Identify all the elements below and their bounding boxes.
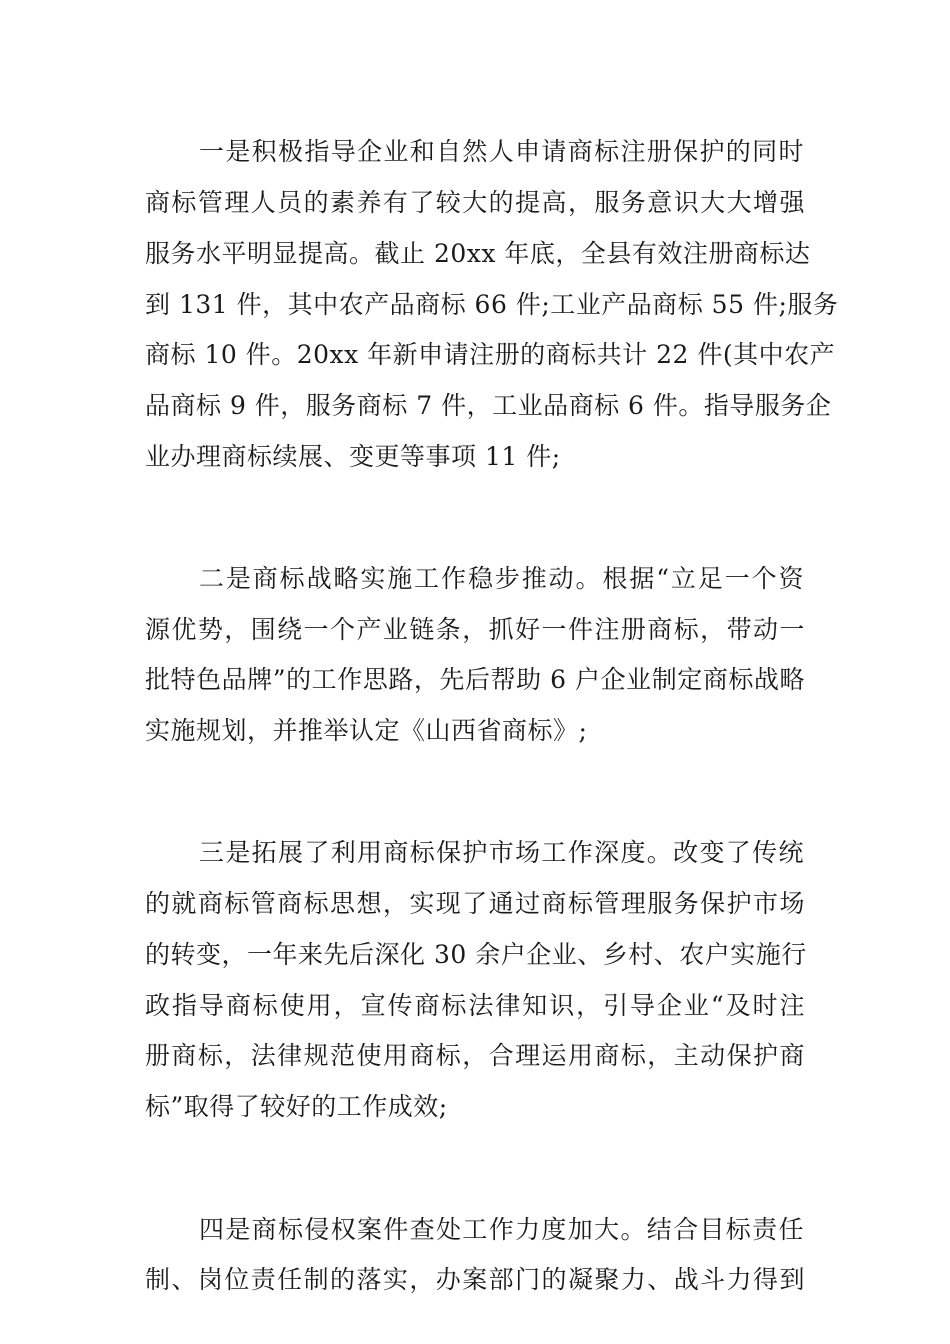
text-line: 业办理商标续展、变更等事项 11 件; <box>145 442 561 471</box>
text-line: 政指导商标使用，宣传商标法律知识，引导企业“及时注 <box>145 991 805 1020</box>
text-line: 批特色品牌”的工作思路，先后帮助 6 户企业制定商标战略 <box>145 665 805 694</box>
text-line: 制、岗位责任制的落实，办案部门的凝聚力、战斗力得到 <box>145 1265 805 1294</box>
text-line: 源优势，围绕一个产业链条，抓好一件注册商标，带动一 <box>145 615 805 644</box>
text-line: 实施规划，并推举认定《山西省商标》; <box>145 716 588 745</box>
text-line: 商标 10 件。20xx 年新申请注册的商标共计 22 件(其中农产 <box>145 340 836 369</box>
text-line: 的转变，一年来先后深化 30 余户企业、乡村、农户实施行 <box>145 940 807 969</box>
text-line: 品商标 9 件，服务商标 7 件，工业品商标 6 件。指导服务企 <box>145 391 832 420</box>
text-line: 到 131 件，其中农产品商标 66 件;工业产品商标 55 件;服务 <box>145 290 839 319</box>
text-line: 三是拓展了利用商标保护市场工作深度。改变了传统 <box>199 838 804 867</box>
text-line: 册商标，法律规范使用商标，合理运用商标，主动保护商 <box>145 1041 805 1070</box>
text-line: 标”取得了较好的工作成效; <box>145 1092 448 1121</box>
text-line: 四是商标侵权案件查处工作力度加大。结合目标责任 <box>199 1215 804 1244</box>
text-line: 的就商标管商标思想，实现了通过商标管理服务保护市场 <box>145 889 805 918</box>
text-line: 二是商标战略实施工作稳步推动。根据“立足一个资 <box>199 564 804 593</box>
text-line: 一是积极指导企业和自然人申请商标注册保护的同时 <box>199 137 804 166</box>
text-line: 服务水平明显提高。截止 20xx 年底，全县有效注册商标达 <box>145 239 811 268</box>
text-line: 商标管理人员的素养有了较大的提高，服务意识大大增强 <box>145 188 805 217</box>
